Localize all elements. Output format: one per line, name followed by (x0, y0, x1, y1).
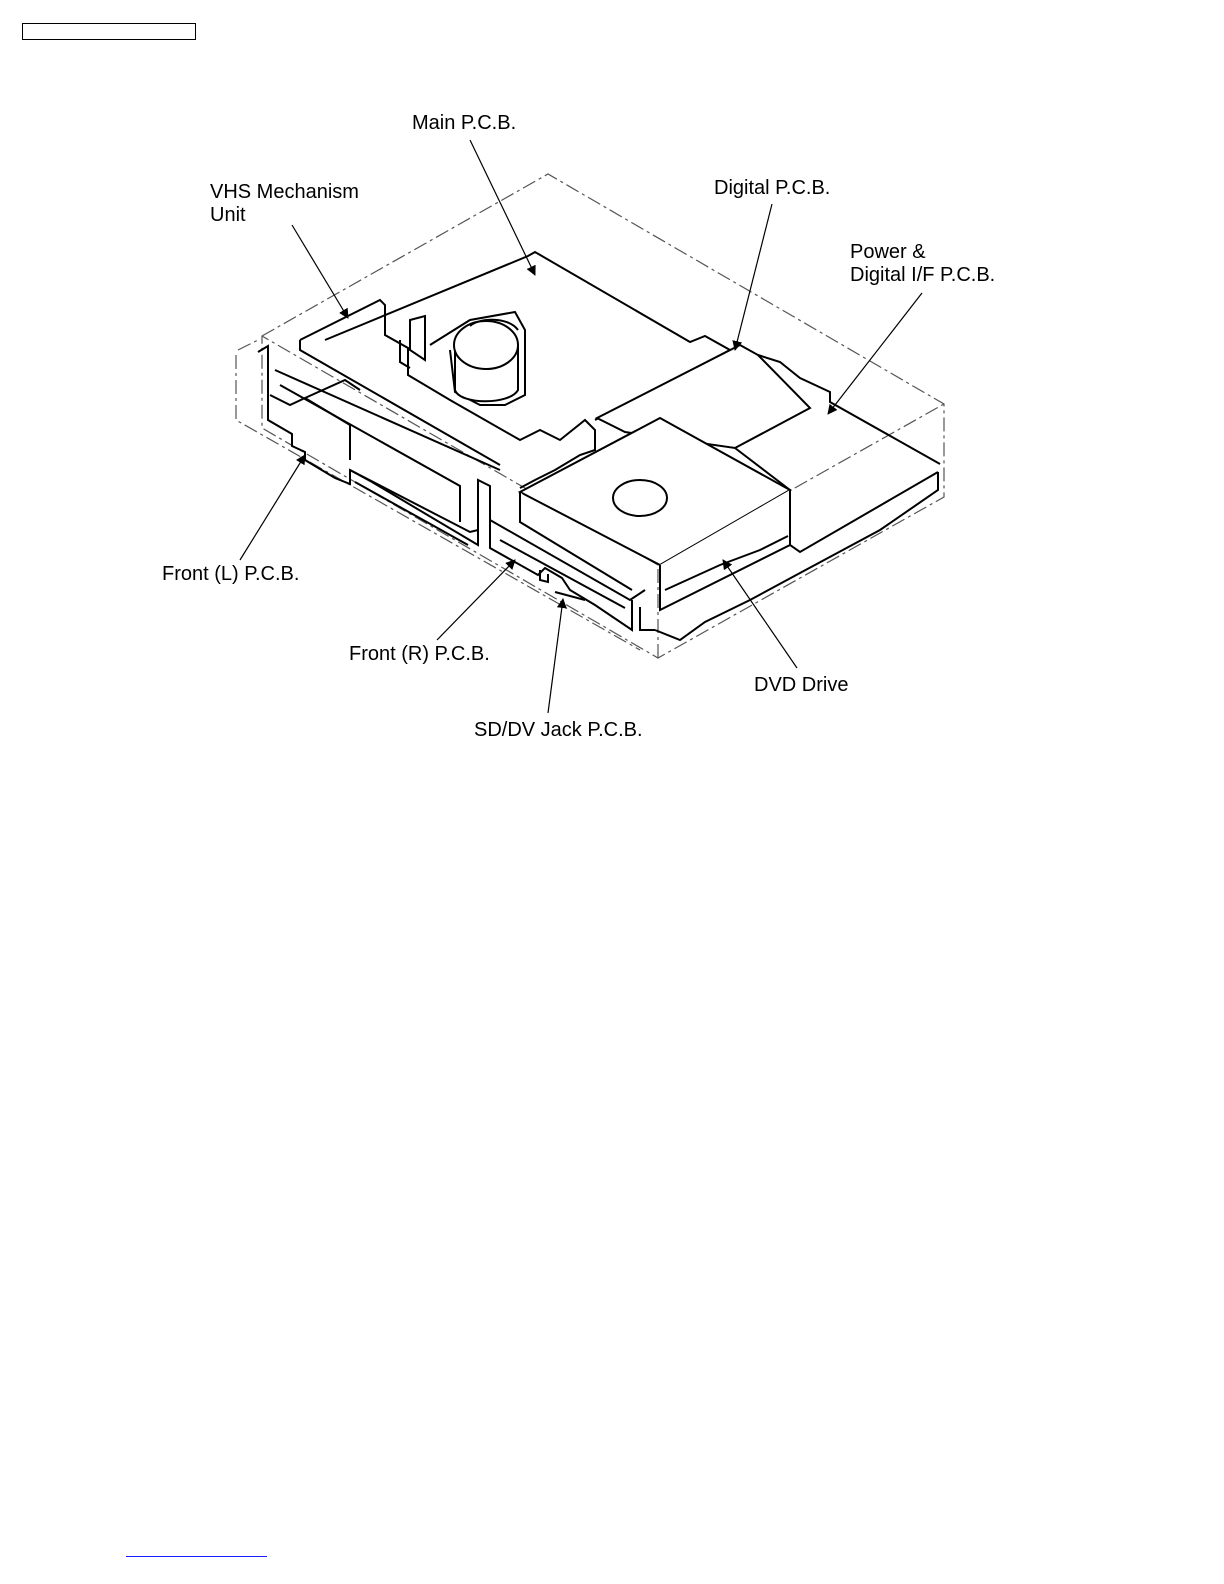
vhs-head-drum (454, 320, 518, 402)
leader-front-r-pcb (437, 560, 515, 640)
label-power-line2: Digital I/F P.C.B. (850, 264, 996, 286)
leader-sd-dv-jack (548, 599, 563, 713)
label-front-l-pcb (162, 563, 299, 586)
leader-dvd-drive (723, 560, 797, 668)
label-dvd-drive-text: DVD Drive (754, 674, 849, 696)
cabinet-phantom-outline (236, 174, 944, 658)
vhs-mechanism-unit (300, 300, 595, 488)
label-power-line1: Power & (850, 241, 926, 263)
label-sd-dv-jack-pcb-text: SD/DV Jack P.C.B. (474, 719, 643, 741)
leader-main-pcb (470, 140, 535, 275)
leader-vhs-mechanism (292, 225, 348, 318)
label-vhs-mechanism-unit (210, 181, 359, 227)
label-power-digital-if-pcb (850, 241, 995, 287)
label-digital-pcb-text: Digital P.C.B. (714, 177, 831, 199)
label-front-r-pcb (349, 643, 490, 666)
leader-digital-pcb (735, 204, 772, 350)
label-front-r-pcb-text: Front (R) P.C.B. (349, 643, 490, 665)
label-vhs-line2: Unit (210, 204, 246, 226)
label-dvd-drive (754, 674, 848, 697)
leader-power-pcb (828, 293, 922, 414)
label-vhs-line1: VHS Mechanism (210, 181, 359, 203)
dvd-drive (520, 418, 790, 610)
label-sd-dv-jack-pcb (474, 719, 643, 742)
label-main-pcb (412, 112, 516, 135)
label-main-pcb-text: Main P.C.B. (412, 112, 517, 134)
footer-link-underline[interactable] (126, 1556, 267, 1557)
label-digital-pcb (714, 177, 830, 200)
leader-front-l-pcb (240, 455, 305, 560)
label-front-l-pcb-text: Front (L) P.C.B. (162, 563, 300, 585)
